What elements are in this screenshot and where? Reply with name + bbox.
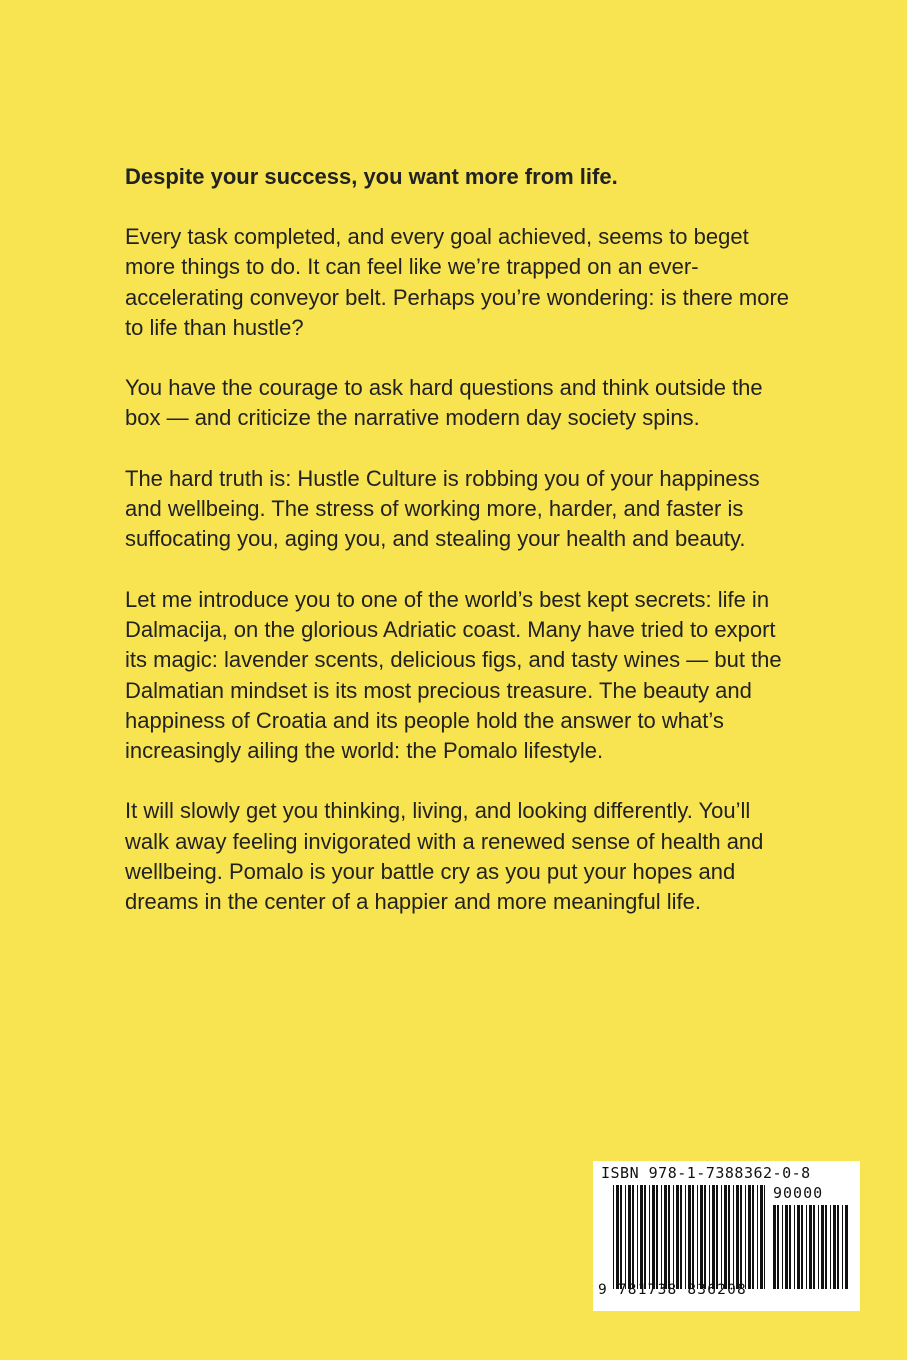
barcode-bar bbox=[842, 1205, 843, 1289]
paragraph-hustle: Every task completed, and every goal achieved, seems to beget more things to do. It can feel like we’re trapped on an ever-accelerating conveyor belt. Perhaps you’re wondering: is there more to life than hustle? bbox=[125, 224, 790, 340]
barcode-bar bbox=[801, 1205, 803, 1289]
tagline-heading: Despite your success, you want more from life. bbox=[125, 164, 618, 189]
barcode-bar bbox=[640, 1185, 643, 1289]
barcode-bar bbox=[733, 1185, 734, 1289]
barcode-bar bbox=[821, 1205, 824, 1289]
paragraph-courage: You have the courage to ask hard questions and think outside the box — and criticize the narrative modern day society spins. bbox=[125, 375, 763, 431]
barcode-bar bbox=[809, 1205, 812, 1289]
barcode-bar bbox=[704, 1185, 706, 1289]
barcode-bar bbox=[752, 1185, 754, 1289]
barcode-bar bbox=[813, 1205, 815, 1289]
barcode-bar bbox=[837, 1205, 839, 1289]
barcode-bar bbox=[818, 1205, 819, 1289]
barcode-bar bbox=[721, 1185, 722, 1289]
barcode-bar bbox=[740, 1185, 742, 1289]
barcode-bar bbox=[661, 1185, 662, 1289]
barcode-bar bbox=[632, 1185, 634, 1289]
barcode-bar bbox=[625, 1185, 626, 1289]
barcode-bar bbox=[785, 1205, 788, 1289]
barcode-bar bbox=[748, 1185, 751, 1289]
barcode-bar bbox=[697, 1185, 698, 1289]
barcode-bar bbox=[757, 1185, 758, 1289]
barcode-bar bbox=[676, 1185, 679, 1289]
barcode-bar bbox=[789, 1205, 791, 1289]
barcode-bar bbox=[764, 1185, 765, 1289]
barcode-bar bbox=[685, 1185, 686, 1289]
ean-digits: 9 781738 836208 bbox=[598, 1282, 747, 1298]
barcode-bar bbox=[724, 1185, 727, 1289]
barcode-bar bbox=[668, 1185, 670, 1289]
paragraph-pomalo: It will slowly get you thinking, living, and looking differently. You’ll walk away feeling invigorated with a renewed sense of health and wellbeing. Pomalo is your battle cry as you put your hopes and dreams in the center of a happier and more meaningful life. bbox=[125, 798, 764, 915]
barcode-bar bbox=[745, 1185, 746, 1289]
barcode-bar bbox=[716, 1185, 718, 1289]
barcode-bar bbox=[620, 1185, 622, 1289]
barcode-bar bbox=[773, 1205, 776, 1289]
back-cover-copy bbox=[125, 162, 790, 948]
barcode-bar bbox=[616, 1185, 619, 1289]
barcode-bar bbox=[688, 1185, 691, 1289]
paragraph-dalmacija: Let me introduce you to one of the world’s best kept secrets: life in Dalmacija, on the glorious Adriatic coast. Many have tried to export its magic: lavender scents, delicious figs, and tasty wines — but the Dalmatian mindset is its most precious treasure. The beauty and happiness of Croatia and its people hold the answer to what’s increasingly ailing the world: the Pomalo lifestyle. bbox=[125, 586, 782, 764]
barcode-bar bbox=[628, 1185, 631, 1289]
barcode-bar bbox=[613, 1185, 614, 1289]
barcode-bar bbox=[830, 1205, 831, 1289]
barcode-bar bbox=[673, 1185, 674, 1289]
barcode-bar bbox=[664, 1185, 667, 1289]
isbn-label: ISBN 978-1-7388362-0-8 bbox=[601, 1164, 811, 1182]
isbn-barcode bbox=[593, 1161, 860, 1311]
barcode-bar bbox=[692, 1185, 694, 1289]
barcode-bar bbox=[656, 1185, 658, 1289]
barcode-bar bbox=[845, 1205, 848, 1289]
barcode-bar bbox=[806, 1205, 807, 1289]
barcode-bar bbox=[644, 1185, 646, 1289]
barcode-bar bbox=[637, 1185, 638, 1289]
barcode-bar bbox=[680, 1185, 682, 1289]
barcode-bar bbox=[833, 1205, 836, 1289]
barcode-bar bbox=[649, 1185, 650, 1289]
barcode-bar bbox=[794, 1205, 795, 1289]
barcode-bar bbox=[825, 1205, 827, 1289]
barcode-bar bbox=[782, 1205, 783, 1289]
barcode-bar bbox=[700, 1185, 703, 1289]
paragraph-hard-truth: The hard truth is: Hustle Culture is robbing you of your happiness and wellbeing. The stress of working more, harder, and faster is suffocating you, aging you, and stealing your health and beauty. bbox=[125, 465, 760, 552]
barcode-bar bbox=[709, 1185, 710, 1289]
barcode-bar bbox=[797, 1205, 800, 1289]
barcode-bar bbox=[728, 1185, 730, 1289]
price-code: 90000 bbox=[773, 1184, 824, 1202]
barcode-bar bbox=[712, 1185, 715, 1289]
barcode-bar bbox=[736, 1185, 739, 1289]
barcode-bar bbox=[760, 1185, 763, 1289]
barcode-bar bbox=[777, 1205, 779, 1289]
barcode-bar bbox=[652, 1185, 655, 1289]
